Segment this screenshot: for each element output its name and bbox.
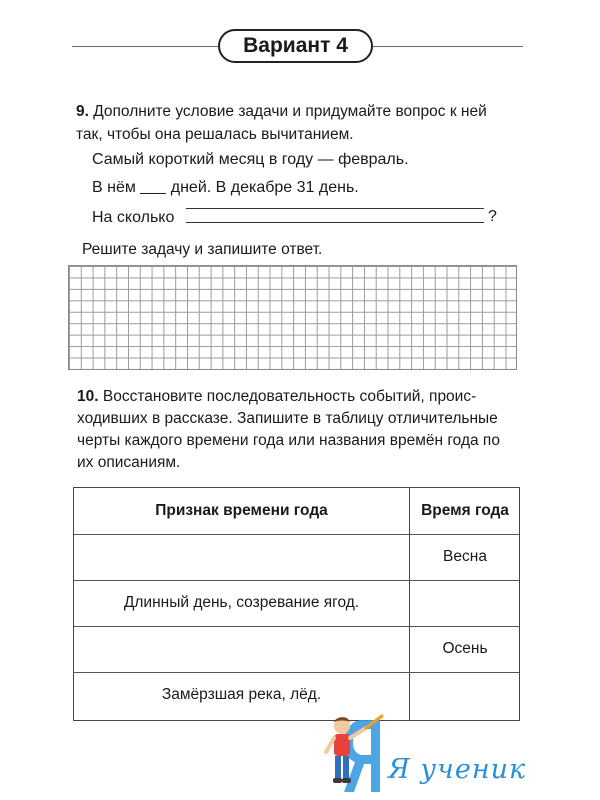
student-mascot-icon bbox=[322, 712, 392, 798]
table-header-season: Время года bbox=[421, 502, 509, 519]
table-cell-feature: Длинный день, созревание ягод. bbox=[123, 594, 360, 611]
question-line-2[interactable] bbox=[186, 222, 484, 223]
task9-condition-line1: Самый короткий месяц в году — февраль. bbox=[92, 151, 409, 168]
task9-instruction-line2: так, чтобы она решалась вычитанием. bbox=[76, 126, 354, 143]
task9-instruction-line1: Дополните условие задачи и придумайте вопрос к ней bbox=[93, 103, 487, 120]
logo-text: Я ученик bbox=[388, 754, 527, 785]
variant-title: Вариант 4 bbox=[218, 29, 373, 63]
task9-question-start: На сколько bbox=[92, 209, 175, 226]
table-cell-season[interactable] bbox=[409, 672, 521, 718]
days-blank[interactable] bbox=[140, 179, 166, 194]
header-rule-left bbox=[72, 46, 218, 47]
table-cell-season: Весна bbox=[443, 548, 487, 565]
task10-number: 10. bbox=[77, 388, 99, 405]
task9-question-mark: ? bbox=[488, 208, 497, 225]
header-rule-right bbox=[373, 46, 523, 47]
table-cell-season[interactable] bbox=[409, 580, 521, 626]
table-header-feature: Признак времени года bbox=[155, 502, 328, 519]
task9-instruction bbox=[76, 102, 487, 122]
seasons-table bbox=[73, 487, 520, 721]
task9-number: 9. bbox=[76, 103, 89, 120]
question-line-1[interactable] bbox=[186, 208, 484, 209]
task9-condition-line2-end: дней. В декабре 31 день. bbox=[166, 179, 359, 196]
task10-line1-text: Восстановите последовательность событий, проис- bbox=[102, 388, 477, 405]
task10-line3: черты каждого времени года или названия времён года по bbox=[77, 432, 500, 449]
table-cell-season: Осень bbox=[442, 640, 488, 657]
table-cell-feature[interactable] bbox=[74, 626, 409, 672]
task10-line2: ходивших в рассказе. Запишите в таблицу отличительные bbox=[77, 410, 498, 427]
task9-condition-line2-start: В нём bbox=[92, 179, 141, 196]
table-cell-feature[interactable] bbox=[74, 534, 409, 580]
task10-line1 bbox=[77, 387, 476, 407]
task9-condition-line2 bbox=[92, 178, 359, 198]
answer-grid[interactable] bbox=[68, 265, 517, 370]
task9-solve-prompt: Решите задачу и запишите ответ. bbox=[82, 241, 323, 258]
table-cell-feature: Замёрзшая река, лёд. bbox=[161, 686, 322, 703]
task10-line4: их описаниям. bbox=[77, 454, 181, 471]
